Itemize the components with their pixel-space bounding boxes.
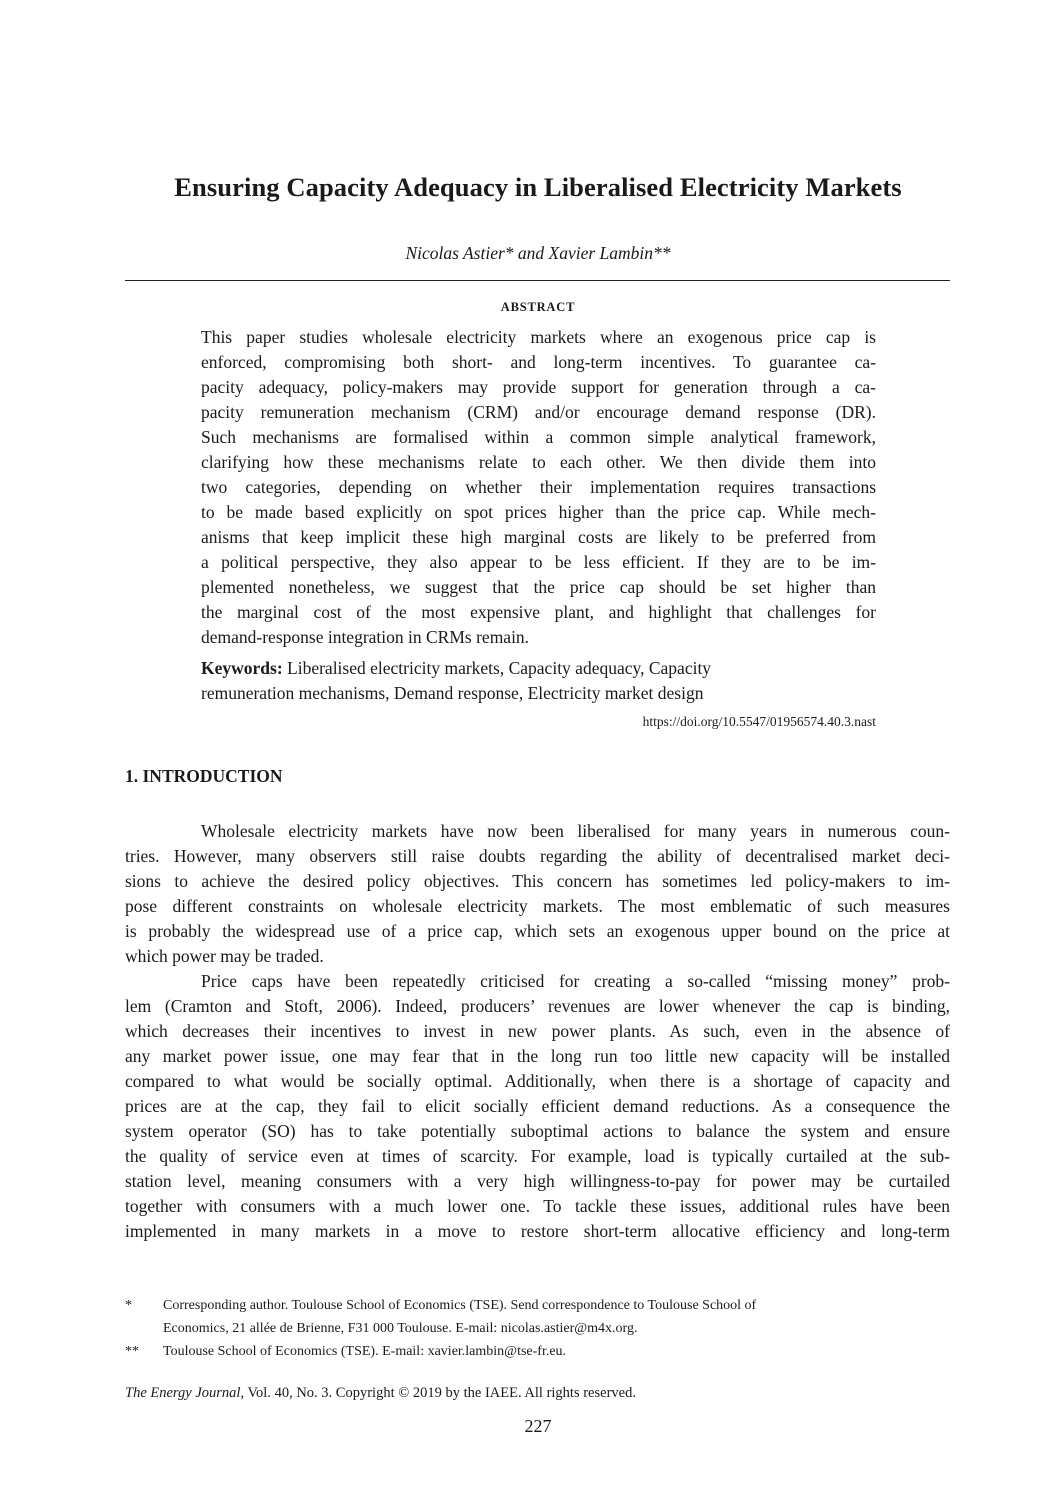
body-line: Wholesale electricity markets have now been liberalised for many years in numerous coun-	[201, 821, 950, 841]
body-line: is probably the widespread use of a price cap, which sets an exogenous upper bound on the price at	[125, 921, 950, 941]
introduction-body	[125, 818, 950, 1243]
footnote	[125, 1294, 950, 1340]
abstract-line: two categories, depending on whether their implementation requires transactions	[201, 477, 876, 497]
abstract-line: enforced, compromising both short- and long-term incentives. To guarantee ca-	[201, 352, 876, 372]
body-line: implemented in many markets in a move to restore short-term allocative efficiency and long-term	[125, 1221, 950, 1241]
body-line: prices are at the cap, they fail to elicit socially efficient demand reductions. As a consequence the	[125, 1096, 950, 1116]
abstract-line: a political perspective, they also appear to be less efficient. If they are to be im-	[201, 552, 876, 572]
keywords-text: remuneration mechanisms, Demand response, Electricity market design	[201, 683, 704, 703]
author-line: Nicolas Astier* and Xavier Lambin**	[405, 243, 671, 263]
body-line: pose different constraints on wholesale electricity markets. The most emblematic of such measures	[125, 896, 950, 916]
keywords-block	[201, 656, 876, 706]
abstract-line: Such mechanisms are formalised within a common simple analytical framework,	[201, 427, 876, 447]
footnote-mark: *	[125, 1298, 132, 1313]
abstract-line: to be made based explicitly on spot prices higher than the price cap. While mech-	[201, 502, 876, 522]
abstract-line: This paper studies wholesale electricity markets where an exogenous price cap is	[201, 327, 876, 347]
abstract-line: pacity remuneration mechanism (CRM) and/or encourage demand response (DR).	[201, 402, 876, 422]
body-line: together with consumers with a much lower one. To tackle these issues, additional rules have been	[125, 1196, 950, 1216]
abstract-body	[201, 325, 876, 650]
section-heading: 1. INTRODUCTION	[125, 766, 283, 786]
keywords-text: Liberalised electricity markets, Capacity adequacy, Capacity	[287, 658, 712, 678]
footnote-text: Toulouse School of Economics (TSE). E-mail: xavier.lambin@tse-fr.eu.	[163, 1344, 567, 1359]
body-line: lem (Cramton and Stoft, 2006). Indeed, producers’ revenues are lower whenever the cap is binding,	[125, 996, 950, 1016]
doi-link[interactable]: https://doi.org/10.5547/01956574.40.3.nast	[642, 714, 876, 729]
body-line: the quality of service even at times of scarcity. For example, load is typically curtailed at the sub-	[125, 1146, 950, 1166]
body-line: compared to what would be socially optimal. Additionally, when there is a shortage of capacity and	[125, 1071, 950, 1091]
body-line: sions to achieve the desired policy objectives. This concern has sometimes led policy-makers to im-	[125, 871, 950, 891]
page-number: 227	[524, 1416, 552, 1436]
title-divider	[125, 280, 950, 281]
body-line: system operator (SO) has to take potentially suboptimal actions to balance the system and ensure	[125, 1121, 950, 1141]
footnote-mark: **	[125, 1344, 139, 1359]
keywords-label: Keywords:	[201, 658, 283, 678]
abstract-heading: ABSTRACT	[500, 300, 576, 314]
abstract-line: the marginal cost of the most expensive plant, and highlight that challenges for	[201, 602, 876, 622]
abstract-line: plemented nonetheless, we suggest that the price cap should be set higher than	[201, 577, 876, 597]
body-line: which power may be traded.	[125, 946, 324, 966]
abstract-line: clarifying how these mechanisms relate to each other. We then divide them into	[201, 452, 876, 472]
body-line: which decreases their incentives to invest in new power plants. As such, even in the absence of	[125, 1021, 950, 1041]
abstract-line: anisms that keep implicit these high marginal costs are likely to be preferred from	[201, 527, 876, 547]
body-line: Price caps have been repeatedly criticised for creating a so-called “missing money” prob-	[201, 971, 950, 991]
body-line: station level, meaning consumers with a very high willingness-to-pay for power may be curtailed	[125, 1171, 950, 1191]
journal-citation	[125, 1385, 636, 1402]
paper-title: Ensuring Capacity Adequacy in Liberalised Electricity Markets	[174, 172, 902, 202]
body-line: any market power issue, one may fear that in the long run too little new capacity will be installed	[125, 1046, 950, 1066]
abstract-line: pacity adequacy, policy-makers may provide support for generation through a ca-	[201, 377, 876, 397]
journal-name: The Energy Journal	[125, 1385, 241, 1401]
body-line: tries. However, many observers still raise doubts regarding the ability of decentralised market deci-	[125, 846, 950, 866]
footnotes	[125, 1294, 950, 1363]
footnote	[125, 1340, 950, 1363]
copyright-text: , Vol. 40, No. 3. Copyright © 2019 by the IAEE. All rights reserved.	[240, 1385, 636, 1401]
footnote-text: Corresponding author. Toulouse School of Economics (TSE). Send correspondence to Toulouse School of	[163, 1298, 757, 1313]
abstract-line: demand-response integration in CRMs remain.	[201, 627, 530, 647]
footnote-text: Economics, 21 allée de Brienne, F31 000 Toulouse. E-mail: nicolas.astier@m4x.org.	[163, 1321, 638, 1336]
